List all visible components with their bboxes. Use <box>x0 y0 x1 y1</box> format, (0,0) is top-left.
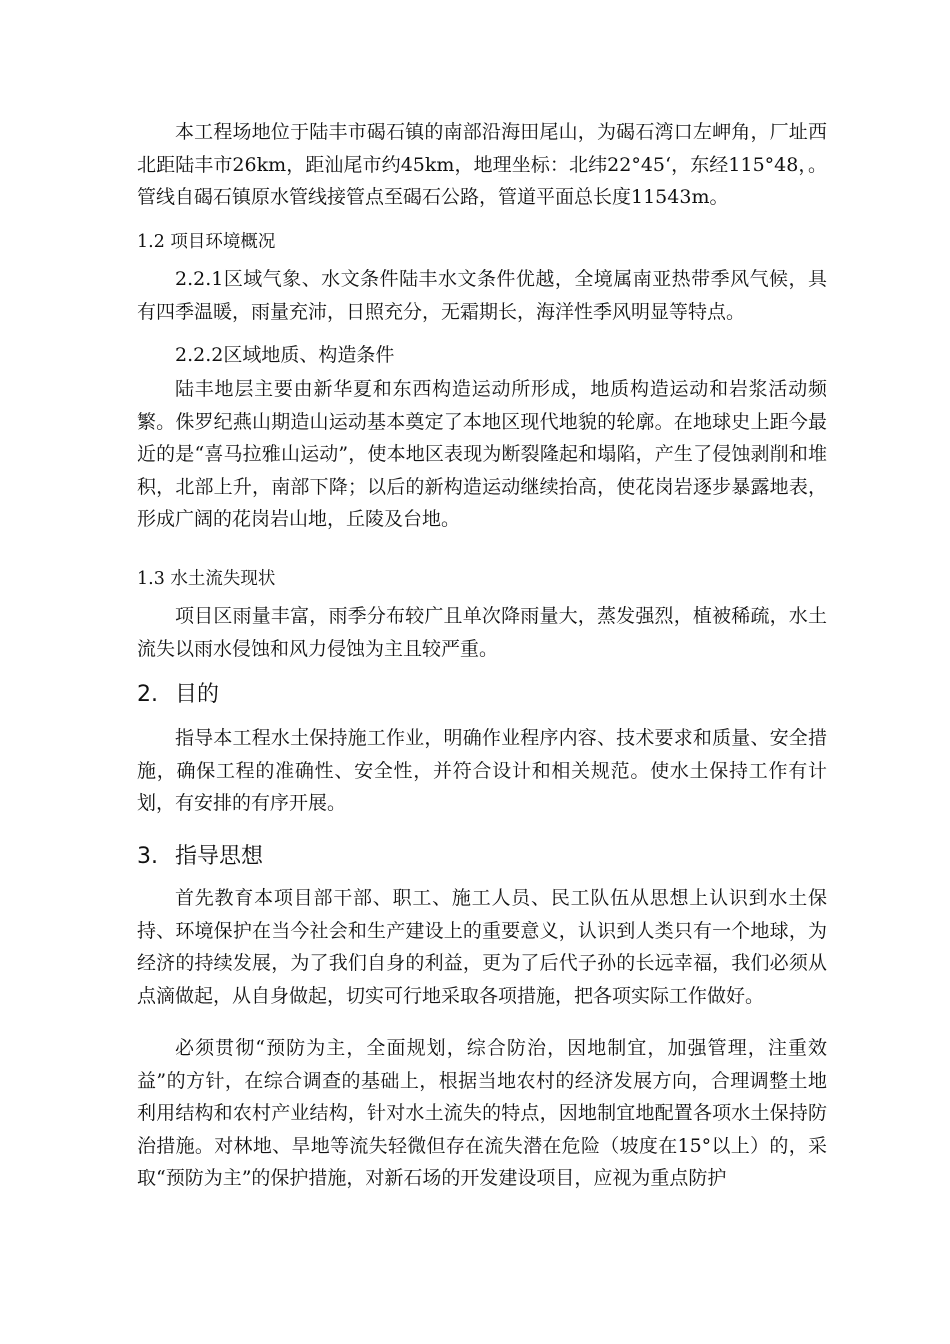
paragraph-purpose: 指导本工程水土保持施工作业，明确作业程序内容、技术要求和质量、安全措施，确保工程的准确性、安全性，并符合设计和相关规范。使水土保持工作有计划，有安排的有序开展。 <box>137 727 827 814</box>
paragraph-geology: 陆丰地层主要由新华夏和东西构造运动所形成，地质构造运动和岩浆活动频繁。侏罗纪燕山期造山运动基本奠定了本地区现代地貌的轮廓。在地球史上距今最近的是“喜马拉雅山运动”，使本地区表现为断裂隆起和塌陷，产生了侵蚀剥削和堆积，北部上升，南部下降；以后的新构造运动继续抬高，使花岗岩逐步暴露地表，形成广阔的花岗岩山地，丘陵及台地。 <box>137 378 827 530</box>
paragraph-soil-erosion-status: 项目区雨量丰富，雨季分布较广且单次降雨量大，蒸发强烈，植被稀疏，水土流失以雨水侵蚀和风力侵蚀为主且较严重。 <box>137 605 827 660</box>
paragraph-climate-hydrology: 2.2.1区域气象、水文条件陆丰水文条件优越，全境属南亚热带季风气候，具有四季温暖，雨量充沛，日照充分，无霜期长，海洋性季风明显等特点。 <box>137 268 827 323</box>
paragraph-project-location: 本工程场地位于陆丰市碣石镇的南部沿海田尾山，为碣石湾口左岬角，厂址西北距陆丰市26km，距汕尾市约45km，地理坐标：北纬22°45‘，东经115°48，。管线自碣石镇原水管线接管点至碣石公路，管道平面总长度11543m。 <box>137 121 827 208</box>
subheading-2-2-2-geology: 2.2.2区域地质、构造条件 <box>175 344 395 366</box>
subheading-1-3-soil-erosion: 1.3 水土流失现状 <box>137 569 276 589</box>
subheading-1-2-project-environment: 1.2 项目环境概况 <box>137 232 276 252</box>
section-heading-guiding-ideology <box>137 842 263 872</box>
paragraph-guiding-ideology-2: 必须贯彻“预防为主，全面规划，综合防治，因地制宜，加强管理，注重效益”的方针，在综合调查的基础上，根据当地农村的经济发展方向，合理调整土地利用结构和农村产业结构，针对水土流失的特点，因地制宜地配置各项水土保持防治措施。对林地、旱地等流失轻微但存在流失潜在危险（坡度在15°以上）的，采取“预防为主”的保护措施，对新石场的开发建设项目，应视为重点防护 <box>137 1037 827 1189</box>
section-heading-purpose <box>137 680 219 710</box>
section-title: 指导思想 <box>175 844 264 869</box>
section-number: 3. <box>137 844 158 869</box>
section-title: 目的 <box>175 682 220 707</box>
paragraph-guiding-ideology-1: 首先教育本项目部干部、职工、施工人员、民工队伍从思想上认识到水土保持、环境保护在当今社会和生产建设上的重要意义，认识到人类只有一个地球，为经济的持续发展，为了我们自身的利益，更为了后代子孙的长远幸福，我们必须从点滴做起，从自身做起，切实可行地采取各项措施，把各项实际工作做好。 <box>137 887 827 1007</box>
section-number: 2. <box>137 682 158 707</box>
